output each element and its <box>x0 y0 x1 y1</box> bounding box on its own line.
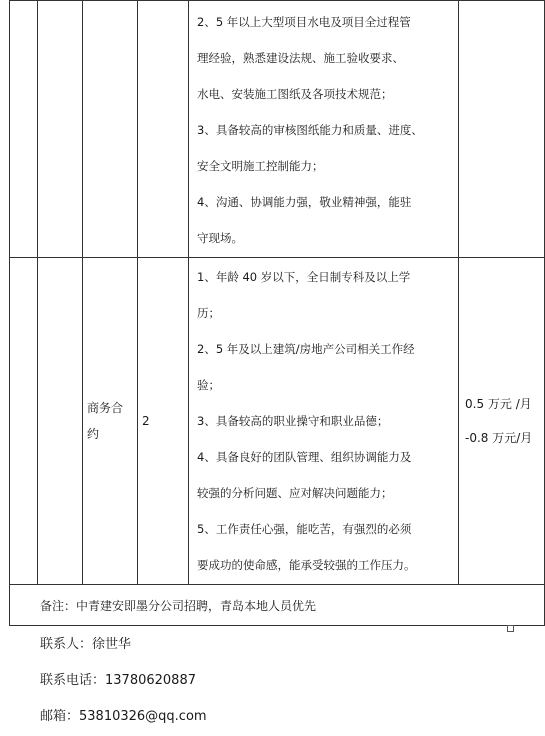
requirement-line: 1、年龄 40 岁以下，全日制专科及以上学 <box>197 270 411 284</box>
requirement-line: 3、具备较高的职业操守和职业品德； <box>197 414 389 428</box>
job-table <box>9 0 545 626</box>
table-cell-empty <box>10 258 38 585</box>
requirements-cell <box>189 1 459 258</box>
requirement-line: 历； <box>197 306 220 320</box>
requirement-line: 理经验，熟悉建设法规、施工验收要求、 <box>197 51 404 65</box>
note-cell: 备注：中青建安即墨分公司招聘，青岛本地人员优先 <box>10 585 545 626</box>
requirement-line: 2、5 年以上大型项目水电及项目全过程管 <box>197 15 411 29</box>
position-label: 商务合 <box>87 401 124 415</box>
requirement-line: 守现场。 <box>197 231 243 245</box>
requirement-line: 要成功的使命感，能承受较强的工作压力。 <box>197 558 416 572</box>
position-cell <box>83 258 138 585</box>
requirement-line: 验； <box>197 378 220 392</box>
requirement-line: 4、沟通、协调能力强，敬业精神强，能驻 <box>197 195 412 209</box>
contact-person: 联系人：徐世华 <box>40 637 132 652</box>
table-row <box>10 258 545 585</box>
requirement-line: 4、具备良好的团队管理、组织协调能力及 <box>197 450 412 464</box>
table-row <box>10 585 545 626</box>
count-cell <box>138 1 189 258</box>
table-row <box>10 1 545 258</box>
position-cell <box>83 1 138 258</box>
salary-cell <box>459 1 545 258</box>
requirement-line: 水电、安装施工图纸及各项技术规范； <box>197 87 393 101</box>
table-cell-empty <box>38 1 83 258</box>
table-resize-handle[interactable] <box>507 625 514 632</box>
requirement-line: 5、工作责任心强，能吃苦，有强烈的必须 <box>197 522 412 536</box>
table-cell-empty <box>10 1 38 258</box>
contact-email: 邮箱：53810326@qq.com <box>40 709 207 724</box>
salary-cell <box>459 258 545 585</box>
requirements-cell <box>189 258 459 585</box>
requirement-line: 安全文明施工控制能力； <box>197 159 324 173</box>
requirement-line: 2、5 年及以上建筑/房地产公司相关工作经 <box>197 342 415 356</box>
requirement-line: 较强的分析问题、应对解决问题能力； <box>197 486 393 500</box>
salary-text: -0.8 万元/月 <box>465 431 533 445</box>
contact-phone: 联系电话：13780620887 <box>40 673 196 688</box>
requirement-line: 3、具备较高的审核图纸能力和质量、进度、 <box>197 123 423 137</box>
position-label: 约 <box>87 427 100 441</box>
requirements-list <box>197 259 452 583</box>
table-cell-empty <box>38 258 83 585</box>
contact-info <box>40 627 207 735</box>
salary-text: 0.5 万元 /月 <box>465 397 532 411</box>
requirements-list <box>197 2 452 256</box>
count-cell: 2 <box>138 258 189 585</box>
